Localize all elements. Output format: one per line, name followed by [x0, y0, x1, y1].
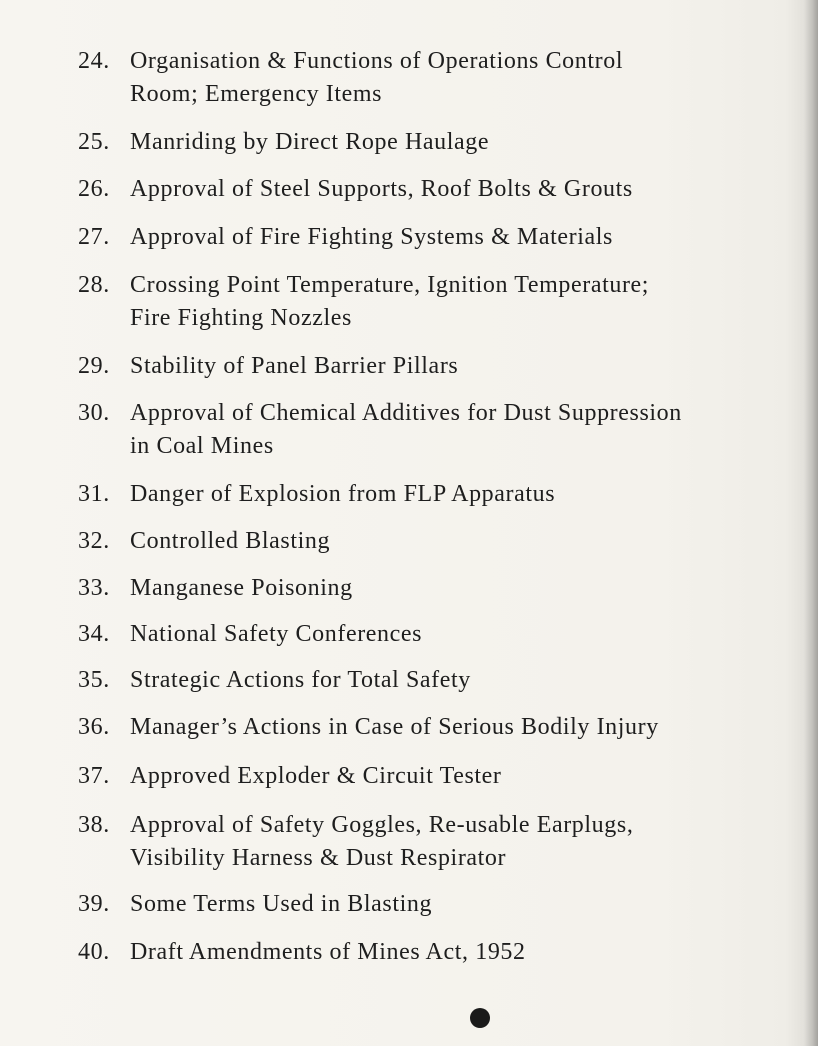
- entry-number: 29.: [78, 353, 110, 379]
- toc-entry-29: [78, 350, 813, 383]
- entry-number: 30.: [78, 400, 110, 426]
- entry-title: [130, 397, 682, 463]
- entry-title: Draft Amendments of Mines Act, 1952: [130, 939, 526, 965]
- toc-entry-37: [78, 760, 813, 793]
- entry-title-line-2: Fire Fighting Nozzles: [130, 305, 352, 331]
- entry-number: 24.: [78, 48, 110, 74]
- entry-number: 34.: [78, 621, 110, 647]
- entry-title: Stability of Panel Barrier Pillars: [130, 353, 459, 379]
- entry-title: Danger of Explosion from FLP Apparatus: [130, 481, 556, 507]
- entry-title: National Safety Conferences: [130, 621, 423, 647]
- entry-title: Strategic Actions for Total Safety: [130, 667, 471, 693]
- entry-title: Manganese Poisoning: [130, 575, 353, 601]
- entry-number: 40.: [78, 939, 110, 965]
- entry-title: [130, 45, 623, 111]
- toc-entry-26: [78, 173, 813, 206]
- entry-number: 37.: [78, 763, 110, 789]
- entry-title: [130, 809, 633, 875]
- toc-entry-40: [78, 936, 813, 969]
- toc-entry-28: [78, 269, 813, 335]
- toc-entry-39: [78, 888, 813, 921]
- entry-number: 26.: [78, 176, 110, 202]
- toc-entry-30: [78, 397, 813, 463]
- entry-title: Manager’s Actions in Case of Serious Bodily Injury: [130, 714, 659, 740]
- entry-number: 35.: [78, 667, 110, 693]
- entry-title: Approval of Fire Fighting Systems & Materials: [130, 224, 613, 250]
- entry-number: 27.: [78, 224, 110, 250]
- toc-entry-25: [78, 126, 813, 159]
- entry-number: 31.: [78, 481, 110, 507]
- entry-number: 25.: [78, 129, 110, 155]
- entry-number: 33.: [78, 575, 110, 601]
- toc-entry-36: [78, 711, 813, 744]
- entry-title: Controlled Blasting: [130, 528, 331, 554]
- toc-entry-33: [78, 572, 813, 605]
- entry-title-line-1: Crossing Point Temperature, Ignition Temperature;: [130, 272, 650, 298]
- page-edge-shadow: [804, 0, 818, 1046]
- entry-title-line-2: Room; Emergency Items: [130, 81, 383, 107]
- entry-title-line-2: in Coal Mines: [130, 433, 274, 459]
- toc-entry-27: [78, 221, 813, 254]
- toc-entry-32: [78, 525, 813, 558]
- toc-entry-31: [78, 478, 813, 511]
- entry-title: Some Terms Used in Blasting: [130, 891, 433, 917]
- entry-title: Approval of Steel Supports, Roof Bolts & Grouts: [130, 176, 633, 202]
- entry-title: Approved Exploder & Circuit Tester: [130, 763, 502, 789]
- entry-title: Manriding by Direct Rope Haulage: [130, 129, 490, 155]
- entry-number: 32.: [78, 528, 110, 554]
- entry-title-line-1: Approval of Safety Goggles, Re-usable Earplugs,: [130, 812, 634, 838]
- toc-entry-38: [78, 809, 813, 875]
- entry-number: 28.: [78, 272, 110, 298]
- toc-entry-35: [78, 664, 813, 697]
- entry-title-line-2: Visibility Harness & Dust Respirator: [130, 845, 507, 871]
- entry-number: 36.: [78, 714, 110, 740]
- toc-entry-24: [78, 45, 813, 111]
- toc-entry-34: [78, 618, 813, 651]
- entry-title-line-1: Approval of Chemical Additives for Dust Suppression: [130, 400, 682, 426]
- entry-title-line-1: Organisation & Functions of Operations Control: [130, 48, 624, 74]
- entry-number: 38.: [78, 812, 110, 838]
- binding-hole-dot: [470, 1008, 490, 1028]
- entry-title: [130, 269, 649, 335]
- entry-number: 39.: [78, 891, 110, 917]
